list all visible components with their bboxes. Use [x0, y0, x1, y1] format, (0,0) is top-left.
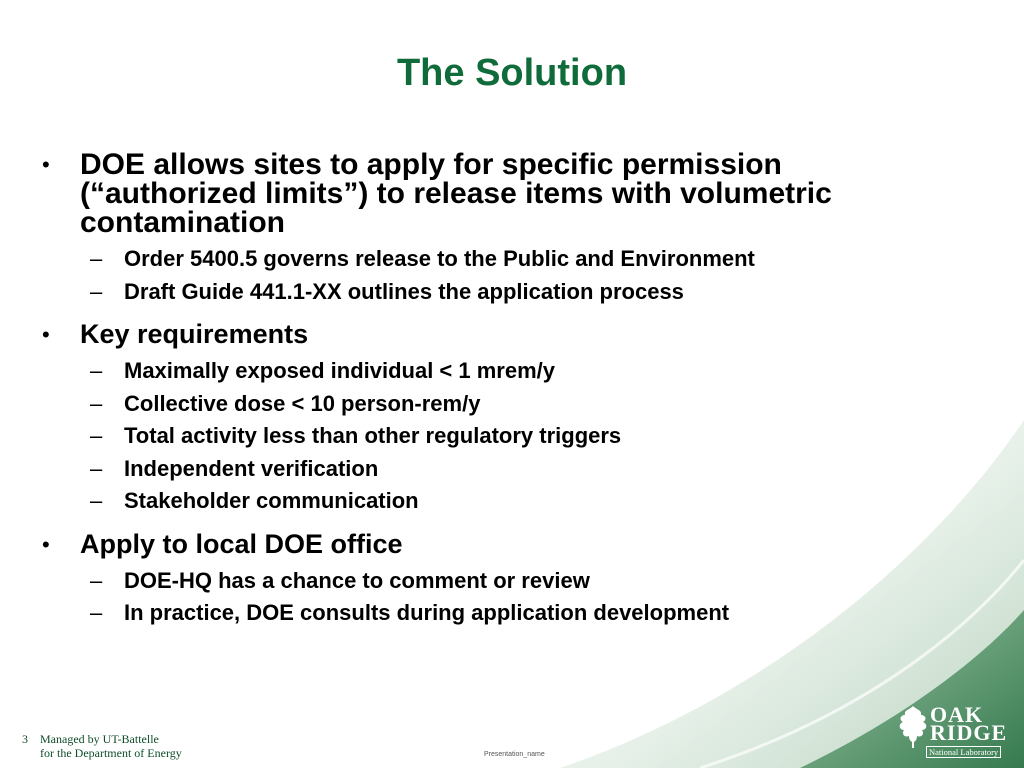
bullet-list [40, 138, 960, 630]
bullet-item [40, 320, 960, 349]
sub-bullet-list [40, 565, 960, 630]
bullet-marker: • [42, 531, 50, 557]
dash-marker: – [90, 246, 103, 271]
sub-bullet-text: Total activity less than other regulatory triggers [124, 423, 622, 448]
sub-bullet-list [40, 355, 960, 518]
sub-bullet-item [40, 597, 960, 630]
footer [22, 732, 182, 760]
dash-marker: – [90, 390, 103, 416]
bullet-text: DOE allows sites to apply for specific permission (“authorized limits”) to release items with volumetric contamination [80, 148, 832, 239]
oak-leaf-icon [896, 704, 930, 750]
sub-bullet-text: Draft Guide 441.1-XX outlines the application process [124, 278, 684, 304]
footer-doe-line: for the Department of Energy [40, 746, 182, 760]
sub-bullet-text: In practice, DOE consults during application development [124, 600, 730, 625]
dash-marker: – [90, 488, 103, 513]
bullet-item [40, 150, 960, 237]
bullet-text: Key requirements [80, 319, 309, 349]
dash-marker: – [90, 358, 103, 383]
dash-marker: – [90, 455, 103, 481]
logo-oak-text: OAK [930, 702, 984, 727]
dash-marker: – [90, 600, 103, 625]
presentation-name: Presentation_name [484, 751, 545, 758]
bullet-marker: • [42, 152, 50, 177]
footer-managed-line: Managed by UT-Battelle [40, 732, 159, 746]
sub-bullet-item [40, 276, 960, 309]
sub-bullet-text: Collective dose < 10 person-rem/y [124, 390, 481, 416]
sub-bullet-text: Order 5400.5 governs release to the Public and Environment [124, 246, 755, 271]
page-number: 3 [22, 732, 28, 746]
sub-bullet-item [40, 565, 960, 598]
sub-bullet-text: Stakeholder communication [124, 488, 419, 513]
sub-bullet-item [40, 388, 960, 421]
sub-bullet-item [40, 420, 960, 453]
dash-marker: – [90, 567, 103, 593]
sub-bullet-list [40, 243, 960, 308]
sub-bullet-item [40, 485, 960, 518]
sub-bullet-text: Independent verification [124, 455, 379, 481]
bullet-item [40, 530, 960, 559]
sub-bullet-item [40, 243, 960, 276]
bullet-text: Apply to local DOE office [80, 528, 403, 559]
slide-title: The Solution [396, 52, 628, 94]
dash-marker: – [90, 278, 103, 304]
logo-national-laboratory-text: National Laboratory [926, 746, 1001, 758]
sub-bullet-text: DOE-HQ has a chance to comment or review [124, 567, 590, 593]
bullet-marker: • [42, 322, 50, 347]
sub-bullet-text: Maximally exposed individual < 1 mrem/y [124, 358, 556, 383]
sub-bullet-item [40, 355, 960, 388]
logo-ridge-text: RIDGE [930, 720, 1008, 745]
ornl-logo [896, 702, 1016, 762]
sub-bullet-item [40, 453, 960, 486]
dash-marker: – [90, 423, 103, 448]
